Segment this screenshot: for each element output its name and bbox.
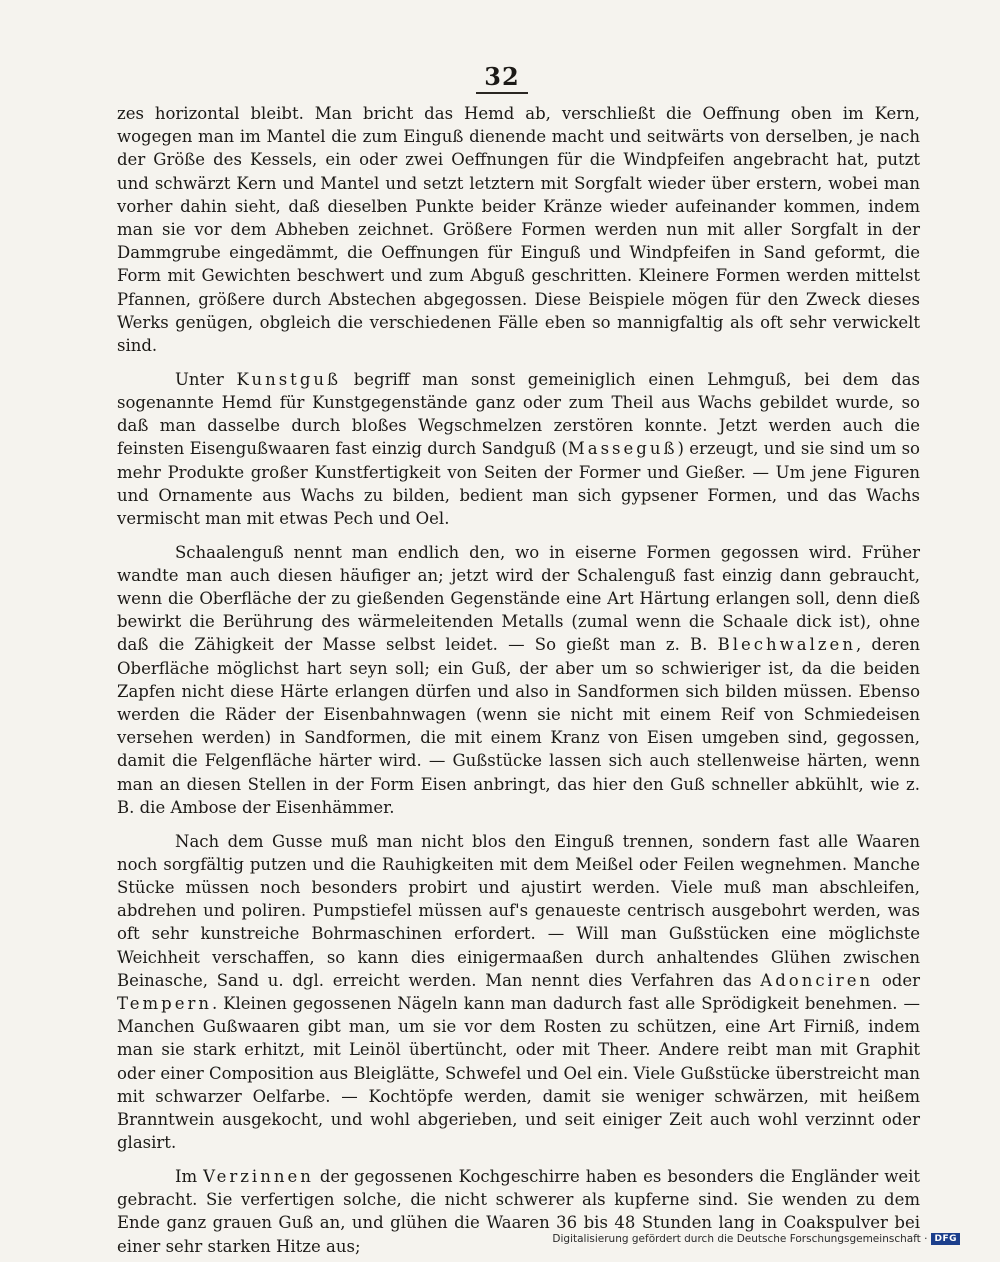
- paragraph: [117, 368, 920, 530]
- page-number-rule: [476, 92, 528, 94]
- text-run: . Kleinen gegossenen Nägeln kann man dadurch fast alle Sprödigkeit benehmen. — Manchen Gußwaaren gibt man, um sie vor dem Rosten zu schützen, eine Art Firniß, indem man sie stark erhitzt, mit Leinöl übertüncht, oder mit Theer. Andere reibt man mit Graphit oder einer Composition aus Bleiglätte, Schwefel und Oel ein. Viele Gußstücke überstreicht man mit schwarzer Oelfarbe. — Kochtöpfe werden, damit sie weniger schwärzen, mit heißem Branntwein ausgekocht, und wohl abgerieben, und seit einiger Zeit auch wohl verzinnt oder glasirt.: [117, 994, 920, 1153]
- page-number: 32: [484, 62, 520, 91]
- text-run: Unter: [175, 369, 237, 389]
- footer-credit: Digitalisierung gefördert durch die Deutsche Forschungsgemeinschaft ·: [552, 1233, 928, 1245]
- text-run: , deren Oberfläche möglichst hart seyn soll; ein Guß, der aber um so schwieriger ist, da die beiden Zapfen nicht diese Härte erlangen dürfen und also in Sandformen sich bilden müssen. Ebenso werden die Räder der Eisenbahnwagen (wenn sie nicht mit einem Reif von Schmiedeisen versehen werden) in Sandformen, die mit einem Kranz von Eisen umgeben sind, gegossen, damit die Felgenfläche härter wird. — Gußstücke lassen sich auch stellenweise härten, wenn man an diesen Stellen in der Form Eisen anbringt, das hier den Guß schneller abkühlt, wie z. B. die Ambose der Eisenhämmer.: [117, 635, 920, 817]
- text-run: zes horizontal bleibt. Man bricht das Hemd ab, verschließt die Oeffnung oben im Kern, wogegen man im Mantel die zum Einguß dienende macht und seitwärts von derselben, je nach der Größe des Kessels, ein oder zwei Oeffnungen für die Windpfeifen angebracht hat, putzt und schwärzt Kern und Mantel und setzt letztern mit Sorgfalt wieder über erstern, wobei man vorher dahin sieht, daß dieselben Punkte beider Kränze wieder aufeinander kommen, indem man sie vor dem Abheben zeichnet. Größere Formen werden nun mit aller Sorgfalt in der Dammgrube eingedämmt, die Oeffnungen für Einguß und Windpfeifen in Sand geformt, die Form mit Gewichten beschwert und zum Abguß geschritten. Kleinere Formen werden mittelst Pfannen, größere durch Abstechen abgegossen. Diese Beispiele mögen für den Zweck dieses Werks genügen, obgleich die verschiedenen Fälle eben so mannigfaltig als oft sehr verwickelt sind.: [117, 104, 920, 356]
- text-run: oder: [873, 970, 920, 990]
- emphasized-term: Adonciren: [760, 970, 874, 990]
- emphasized-term: Verzinnen: [203, 1166, 314, 1186]
- emphasized-term: Tempern: [117, 994, 212, 1014]
- text-run: Schaalenguß nennt man endlich den, wo in eiserne Formen gegossen wird. Früher wandte man auch diesen häufiger an; jetzt wird der Schalenguß fast einzig dann gebraucht, wenn die Oberfläche der zu gießenden Gegenstände eine Art Härtung erlangen soll, denn dieß bewirkt die Berührung des wärmeleitenden Metalls (zumal wenn die Schaale dick ist), ohne daß die Zähigkeit der Masse selbst leidet. — So gießt man z. B.: [117, 542, 920, 655]
- text-run: Im: [175, 1166, 204, 1186]
- dfg-logo: DFG: [931, 1233, 960, 1245]
- text-run: ) erzeugt, und sie sind um so mehr Produkte großer Kunstfertigkeit von Seiten der Former und Gießer. — Um jene Figuren und Ornamente aus Wachs zu bilden, bedient man sich gypsener Formen, und das Wachs vermischt man mit etwas Pech und Oel.: [117, 439, 920, 528]
- body-text: [117, 102, 920, 1258]
- text-run: Nach dem Gusse muß man nicht blos den Einguß trennen, sondern fast alle Waaren noch sorgfältig putzen und die Rauhigkeiten mit dem Meißel oder Feilen wegnehmen. Manche Stücke müssen noch besonders probirt und ajustirt werden. Viele muß man abschleifen, abdrehen und poliren. Pumpstiefel müssen auf's genaueste centrisch ausgebohrt werden, was oft sehr kunstreiche Bohrmaschinen erfordert. — Will man Gußstücken eine möglichste Weichheit verschaffen, so kann dies einigermaaßen durch anhaltendes Glühen zwischen Beinasche, Sand u. dgl. erreicht werden. Man nennt dies Verfahren das: [117, 831, 920, 990]
- text-run: begriff man sonst gemeiniglich einen Lehmguß, bei dem das sogenannte Hemd für Kunstgegenstände ganz oder zum Theil aus Wachs gebildet wurde, so daß man dasselbe durch bloßes Wegschmelzen zerstören konnte. Jetzt werden auch die feinsten Eisengußwaaren fast einzig durch Sandguß (: [117, 369, 920, 459]
- paragraph: [117, 102, 920, 357]
- emphasized-term: Masseguß: [567, 439, 678, 459]
- paragraph: [117, 830, 920, 1155]
- footer: [552, 1233, 960, 1245]
- emphasized-term: Blechwalzen: [717, 635, 856, 655]
- text-run: der gegossenen Kochgeschirre haben es besonders die Engländer weit gebracht. Sie verfertigen solche, die nicht schwerer als kupferne sind. Sie wenden zu dem Ende ganz grauen Guß an, und glühen die Waaren 36 bis 48 Stunden lang in Coakspulver bei einer sehr starken Hitze aus;: [117, 1166, 920, 1256]
- emphasized-term: Kunstguß: [236, 369, 342, 389]
- paragraph: [117, 541, 920, 819]
